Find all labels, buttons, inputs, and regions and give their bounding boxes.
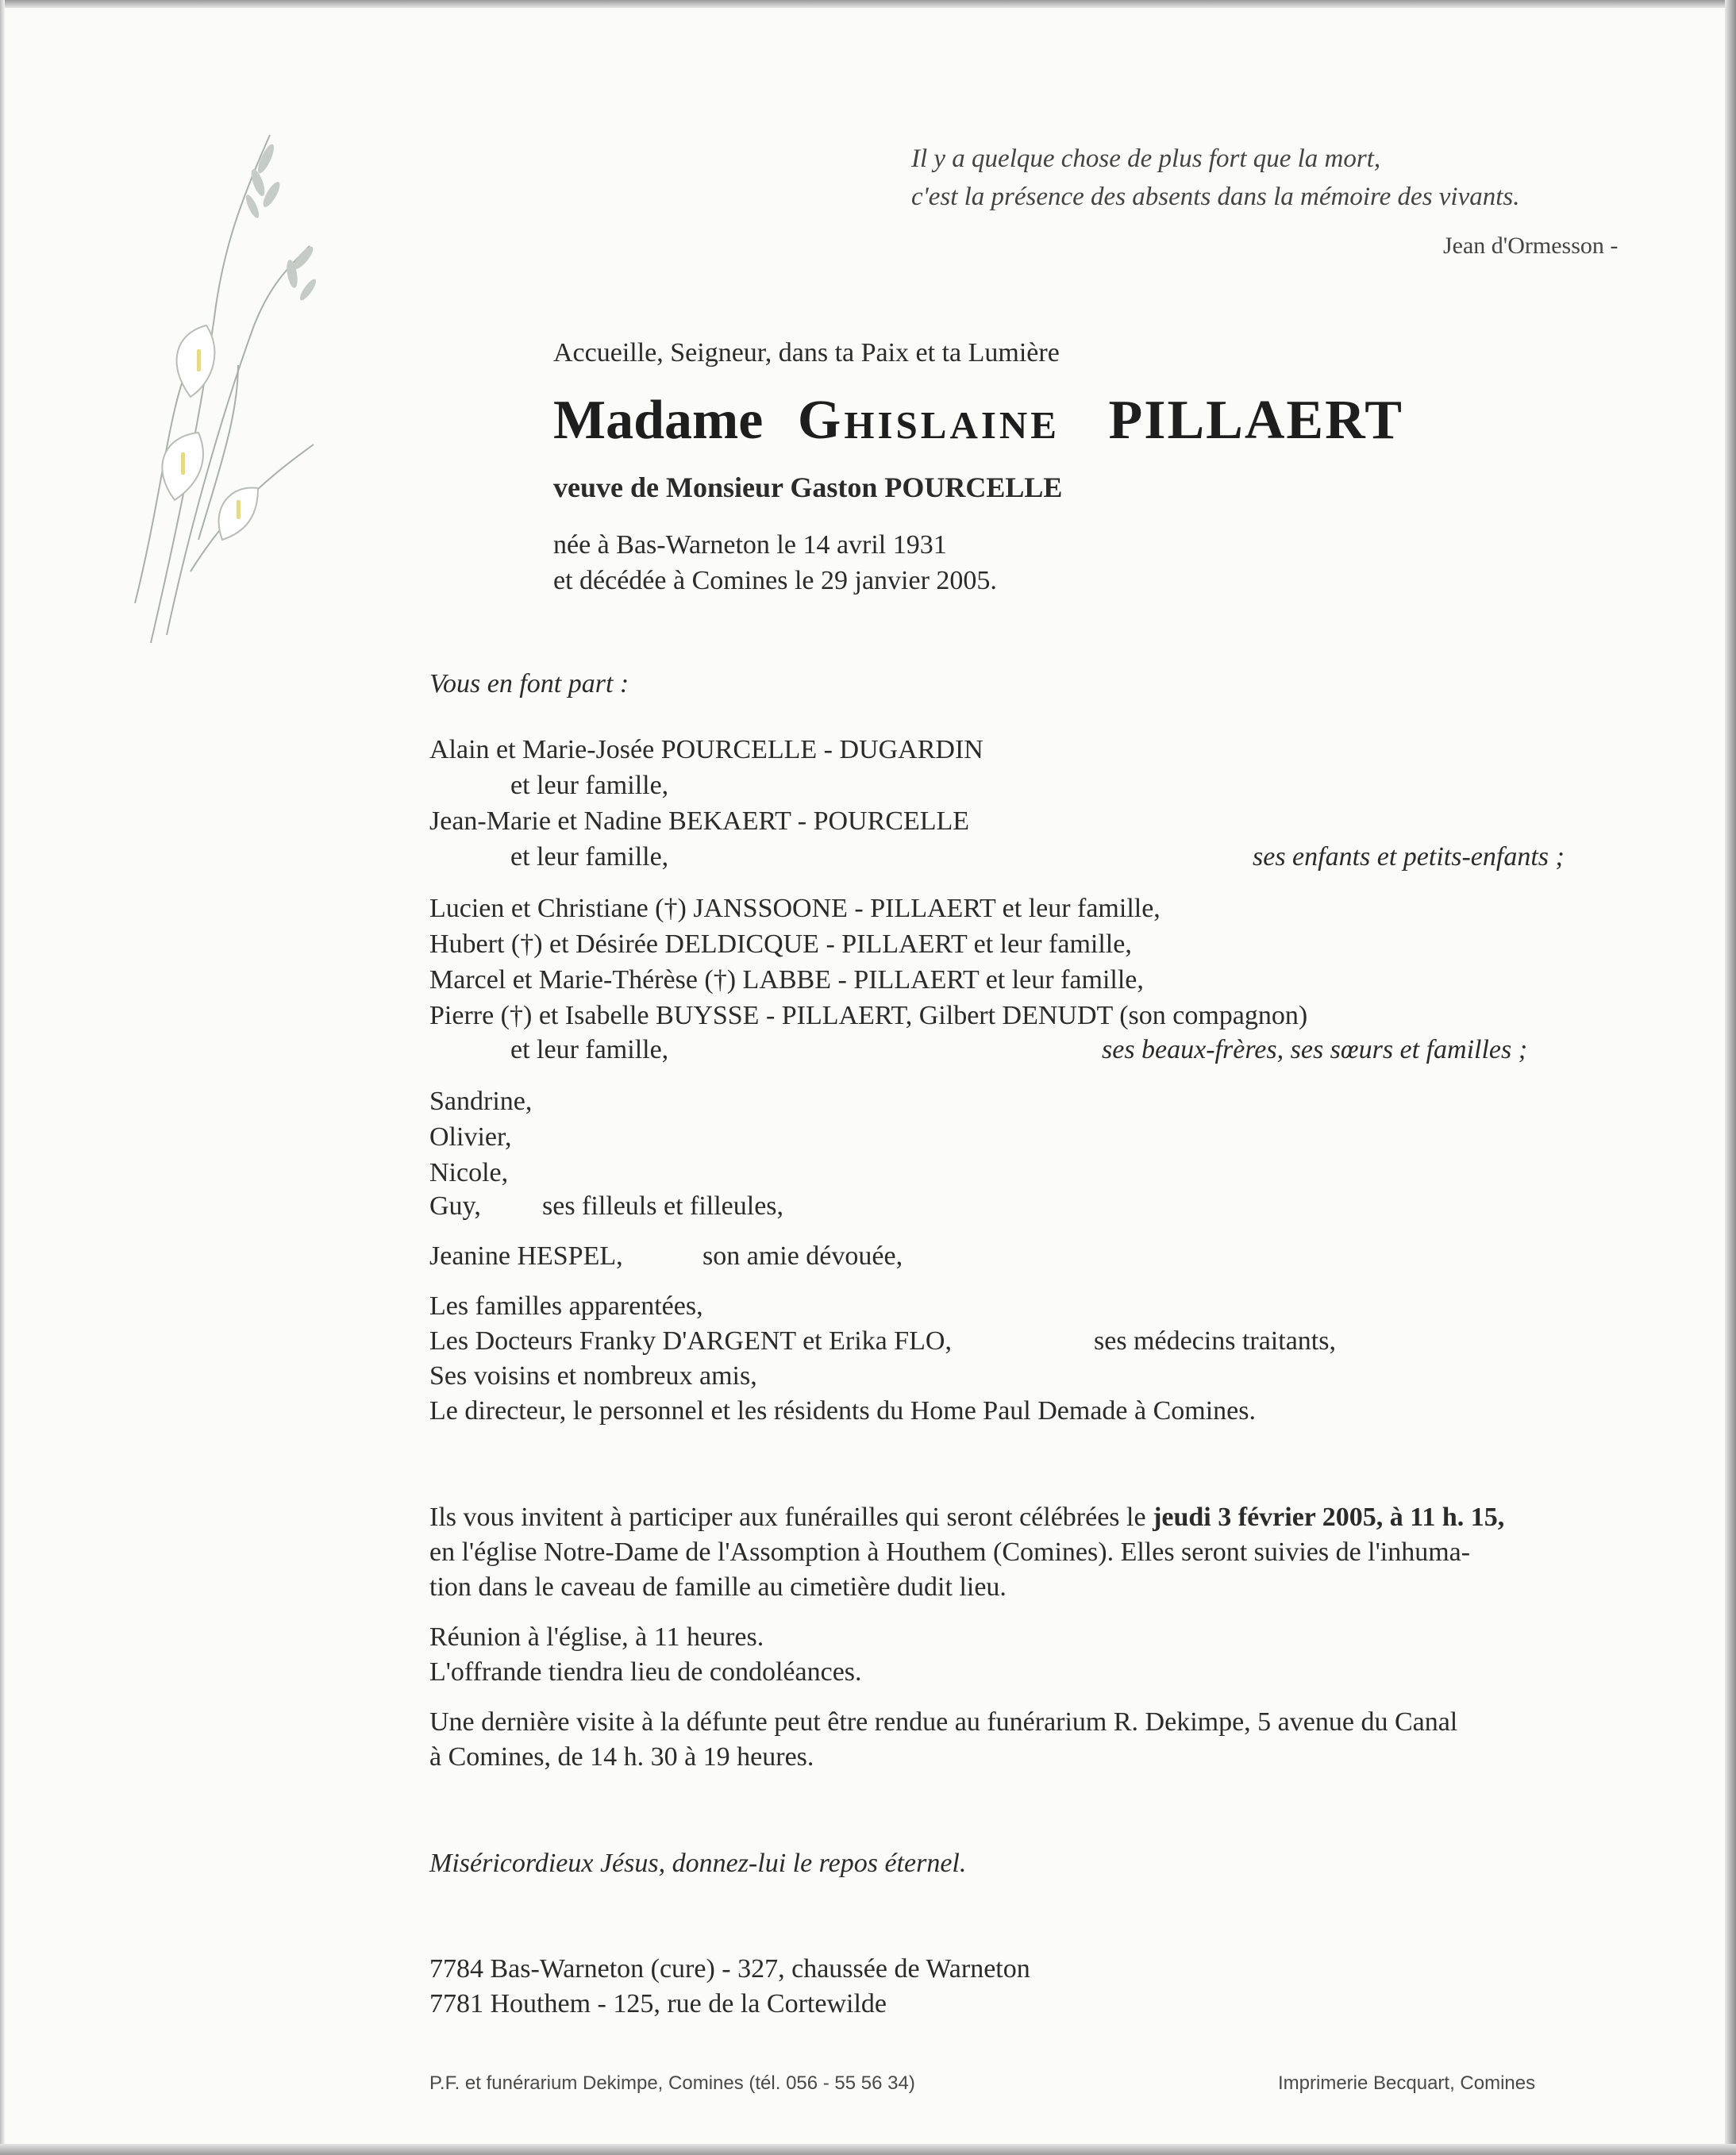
announce-line: Vous en font part : xyxy=(429,669,629,698)
children-line-2: et leur famille, xyxy=(510,771,669,800)
scan-border-right xyxy=(1725,0,1736,2155)
scan-border-left xyxy=(0,0,5,2155)
last-name: PILLAERT xyxy=(1108,390,1403,451)
children-line-4: et leur famille, xyxy=(510,842,669,872)
address-line: 7781 Houthem - 125, rue de la Cortewilde xyxy=(429,1989,887,2018)
footer-printer: Imprimerie Becquart, Comines xyxy=(1278,2072,1536,2094)
funeral-date: jeudi 3 février 2005, à 11 h. 15, xyxy=(1153,1503,1505,1532)
others-line-1: Les familles apparentées, xyxy=(429,1291,703,1321)
siblings-line-5: et leur famille, xyxy=(510,1035,669,1064)
godchildren-relation: ses filleuls et filleules, xyxy=(542,1191,784,1221)
footer-funeral-home: P.F. et funérarium Dekimpe, Comines (tél. 056 - 55 56 34) xyxy=(429,2072,915,2094)
funeral-line-3: tion dans le caveau de famille au cimetière dudit lieu. xyxy=(429,1572,1007,1602)
friend-name: Jeanine HESPEL, xyxy=(429,1241,623,1271)
name-prefix: Madame xyxy=(553,390,764,451)
funeral-lead: Ils vous invitent à participer aux funérailles qui seront célébrées le xyxy=(429,1503,1146,1532)
godchild-name: Olivier, xyxy=(429,1122,512,1152)
offering-line: L'offrande tiendra lieu de condoléances. xyxy=(429,1657,862,1687)
invocation: Accueille, Seigneur, dans ta Paix et ta Lumière xyxy=(553,338,1060,368)
godchild-name: Nicole, xyxy=(429,1158,509,1187)
children-line-1: Alain et Marie-Josée POURCELLE - DUGARDIN xyxy=(429,735,983,764)
others-line-4: Le directeur, le personnel et les résidents du Home Paul Demade à Comines. xyxy=(429,1396,1256,1426)
doctors-line: Les Docteurs Franky D'ARGENT et Erika FLO, xyxy=(429,1326,952,1356)
scan-border-top xyxy=(0,0,1736,8)
first-name: Ghislaine xyxy=(797,390,1060,451)
others-line-3: Ses voisins et nombreux amis, xyxy=(429,1361,757,1391)
prayer-line: Miséricordieux Jésus, donnez-lui le repos éternel. xyxy=(429,1849,967,1878)
siblings-line-2: Hubert (†) et Désirée DELDICQUE - PILLAERT et leur famille, xyxy=(429,929,1132,959)
calla-lily-and-wheat-icon xyxy=(119,127,325,667)
godchild-name: Sandrine, xyxy=(429,1087,533,1116)
children-relation: ses enfants et petits-enfants ; xyxy=(1253,842,1565,872)
godchild-name: Guy, xyxy=(429,1191,481,1221)
funeral-line-1 xyxy=(429,1502,1504,1534)
friend-relation: son amie dévouée, xyxy=(702,1241,903,1271)
doctors-relation: ses médecins traitants, xyxy=(1094,1326,1336,1356)
quote-line-2: c'est la présence des absents dans la mémoire des vivants. xyxy=(911,183,1520,211)
widow-of: veuve de Monsieur Gaston POURCELLE xyxy=(553,471,1063,503)
siblings-line-3: Marcel et Marie-Thérèse (†) LABBE - PILLAERT et leur famille, xyxy=(429,965,1144,995)
siblings-line-4: Pierre (†) et Isabelle BUYSSE - PILLAERT, Gilbert DENUDT (son compagnon) xyxy=(429,1001,1308,1030)
meeting-line: Réunion à l'église, à 11 heures. xyxy=(429,1622,764,1652)
funeral-line-2: en l'église Notre-Dame de l'Assomption à Houthem (Comines). Elles seront suivies de l'inhuma- xyxy=(429,1537,1471,1567)
quote-author: Jean d'Ormesson - xyxy=(1443,233,1619,259)
siblings-relation: ses beaux-frères, ses sœurs et familles ; xyxy=(1102,1035,1528,1064)
quote-line-1: Il y a quelque chose de plus fort que la mort, xyxy=(911,144,1381,173)
death-line: et décédée à Comines le 29 janvier 2005. xyxy=(553,566,997,595)
birth-line: née à Bas-Warneton le 14 avril 1931 xyxy=(553,530,947,560)
scan-border-bottom xyxy=(0,2144,1736,2155)
visit-line-2: à Comines, de 14 h. 30 à 19 heures. xyxy=(429,1742,814,1772)
address-line: 7784 Bas-Warneton (cure) - 327, chaussée de Warneton xyxy=(429,1954,1030,1984)
siblings-line-1: Lucien et Christiane (†) JANSSOONE - PILLAERT et leur famille, xyxy=(429,894,1161,923)
children-line-3: Jean-Marie et Nadine BEKAERT - POURCELLE xyxy=(429,806,970,836)
deceased-name xyxy=(553,389,1403,452)
visit-line-1: Une dernière visite à la défunte peut être rendue au funérarium R. Dekimpe, 5 avenue du Canal xyxy=(429,1707,1458,1737)
